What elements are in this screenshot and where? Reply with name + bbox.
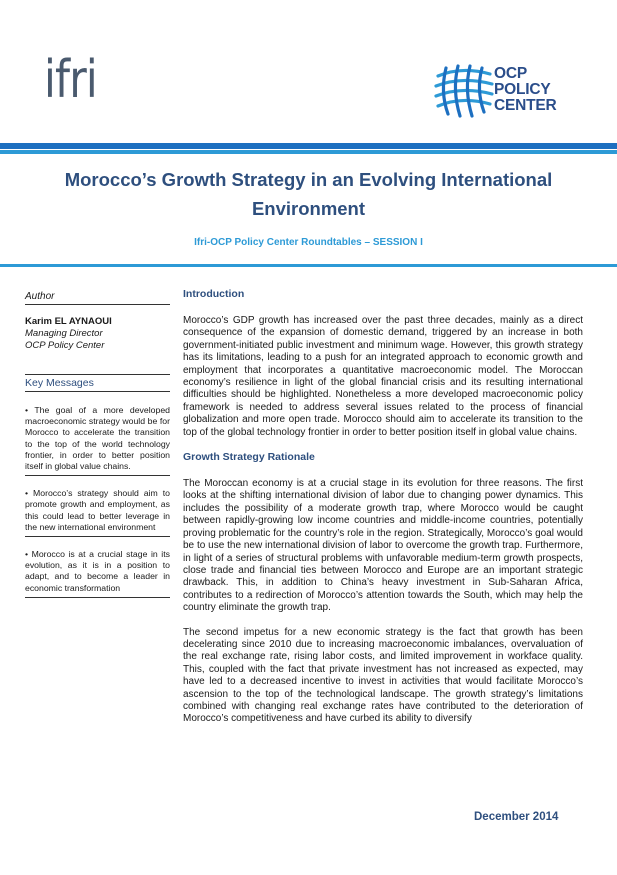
key-message-item: • Morocco is at a crucial stage in its evolution, as it is in a position to adapt, and to become a leader in economic transformation <box>25 549 170 598</box>
ocp-globe-icon <box>432 62 498 118</box>
growth-strategy-heading: Growth Strategy Rationale <box>183 451 315 464</box>
ocp-logo-line: POLICY <box>494 81 551 98</box>
key-message-item: • The goal of a more developed macroeconomic strategy would be for Morocco to accelerate the transition to the top of the world technology frontier, in order to better position itself in global value chains. <box>25 405 170 476</box>
header-rule-dark <box>0 143 617 149</box>
author-heading: Author <box>25 290 170 305</box>
author-organization: OCP Policy Center <box>25 340 105 351</box>
ocp-logo-text <box>494 66 557 114</box>
introduction-heading: Introduction <box>183 288 245 300</box>
key-message-item: • Morocco’s strategy should aim to promote growth and employment, as this could lead to better leverage in the new international environment <box>25 488 170 537</box>
author-role: Managing Director <box>25 328 103 339</box>
author-name: Karim EL AYNAOUI <box>25 316 112 327</box>
ocp-logo-line: CENTER <box>494 97 557 114</box>
publication-date: December 2014 <box>474 811 559 823</box>
main-content <box>183 288 583 726</box>
ocp-logo-line: OCP <box>494 65 527 82</box>
ocp-policy-center-logo <box>428 58 584 122</box>
ifri-logo: ifri <box>44 50 97 110</box>
sidebar <box>25 290 170 598</box>
key-messages-heading: Key Messages <box>25 374 170 392</box>
introduction-paragraph: Morocco’s GDP growth has increased over the past three decades, mainly as a direct consequence of the expansion of domestic demand, triggered by an increase in both government-initiated public investment and minimum wage. However, this growth strategy has its limitations, leading to a push for an integrated approach to economic growth and employment that incorporates a quantitative macroeconomic model. The Moroccan economy’s resilience in light of the global financial crisis and its resulting international difficulties should be highlighted. Nonetheless a more developed macroeconomic policy framework is needed to address several issues related to the process of financial globalization and more open trade. Morocco should aim to accelerate its transition to the top of the global technology frontier in order to better position itself in global value chains. <box>183 315 583 438</box>
title-divider-rule <box>0 264 617 267</box>
document-subtitle: Ifri-OCP Policy Center Roundtables – SESSION I <box>194 237 423 248</box>
header-rule-light <box>0 150 617 154</box>
growth-strategy-paragraph-2: The second impetus for a new economic strategy is the fact that growth has been decelerating since 2010 due to increasing macroeconomic imbalances, overvaluation of the real exchange rate, rising labor costs, and limited improvement in workface quality. This, coupled with the fact that private investment has not increased as expected, may have led to a decreased incentive to invest in activities that would facilitate Morocco’s ascension to the top of the technological landscape. The growth strategy’s limitations combined with changing real exchange rates have contributed to the deterioration of Morocco’s competitiveness and have curbed its ability to diversify <box>183 626 583 725</box>
growth-strategy-paragraph-1: The Moroccan economy is at a crucial stage in its evolution for three reasons. The first looks at the shifting international division of labor due to changing power dynamics. This includes the possibility of a moderate growth trap, where Morocco would be caught between rapidly-growing low income countries and middle-income countries, potentially proving problematic for the country’s role in the region. Strategically, Morocco’s goal would be to use the new international division of labor to overcome the growth trap. Furthermore, in light of a series of structural problems with unfavorable medium-term growth prospects, close trade and financial ties between Morocco and Europe are an important strategic drawback. This, in addition to China’s heavy investment in Sub-Saharan Africa, contributes to a redirection of Morocco’s attention towards the South, which may help the country eliminate the growth trap. <box>183 478 583 614</box>
document-title: Morocco’s Growth Strategy in an Evolving International Environment <box>64 169 553 219</box>
